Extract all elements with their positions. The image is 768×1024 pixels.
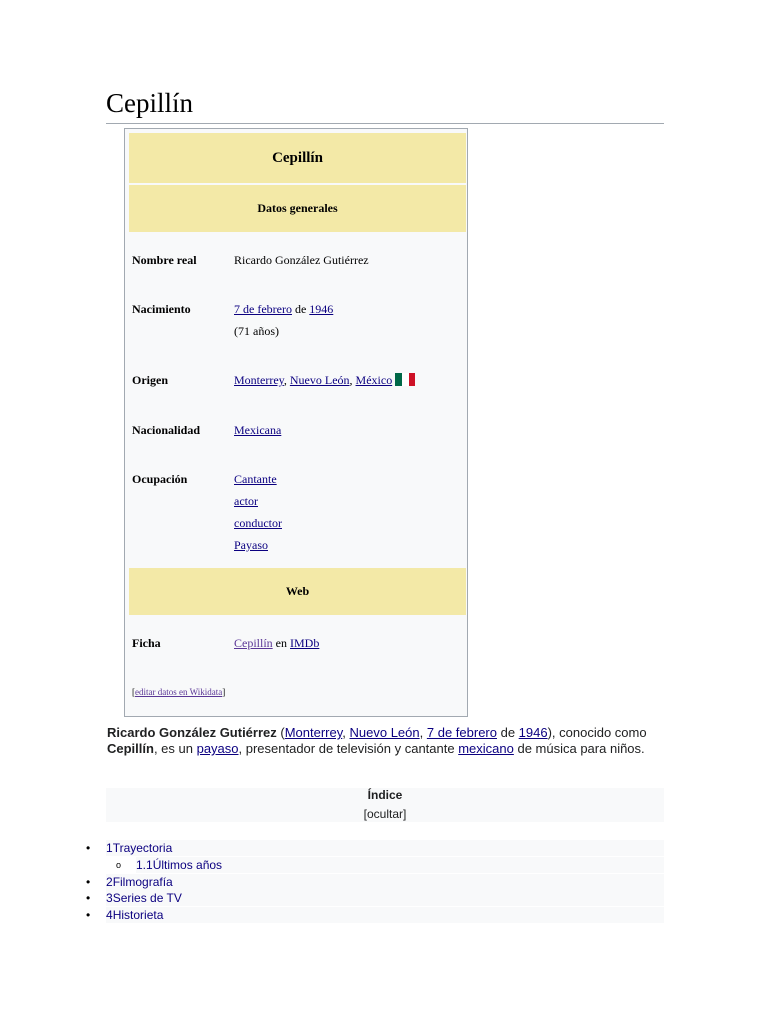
label-nacionalidad: Nacionalidad (132, 423, 201, 437)
toc-item-series-de-tv[interactable] (106, 890, 664, 906)
lead-text: , es un (153, 741, 197, 756)
link-nuevo-leon-lead[interactable]: Nuevo León (349, 725, 420, 740)
bullet: • (86, 875, 91, 889)
toc-text: Historieta (112, 908, 164, 922)
bracket-open: [ (132, 687, 135, 697)
link-imdb[interactable]: IMDb (290, 636, 320, 650)
infobox-section-general: Datos generales (129, 185, 466, 232)
toc-item-filmografia[interactable] (106, 874, 664, 890)
link-mexicano-lead[interactable]: mexicano (458, 741, 514, 756)
label-ocupacion: Ocupación (132, 472, 188, 486)
text-en: en (272, 636, 290, 650)
toc-number: 1 (106, 841, 113, 855)
sub-bullet: o (116, 860, 122, 870)
value-ocupacion (234, 468, 282, 556)
toc-number: 4 (106, 908, 113, 922)
edit-wikidata (132, 687, 225, 697)
mexico-flag-icon (395, 373, 415, 386)
value-nombre-real: Ricardo González Gutiérrez (234, 253, 369, 267)
bold-alias: Cepillín (107, 741, 154, 756)
bracket-close: ] (222, 687, 226, 697)
label-ficha: Ficha (132, 636, 161, 650)
infobox-heading: Cepillín (129, 133, 466, 183)
link-payaso-lead[interactable]: payaso (196, 741, 239, 756)
label-nombre-real: Nombre real (132, 253, 197, 267)
lead-text: , presentador de televisión y cantante (238, 741, 459, 756)
toc-item-ultimos-anos[interactable] (136, 857, 664, 873)
link-cepillin-imdb[interactable]: Cepillín (234, 636, 273, 650)
link-payaso[interactable]: Payaso (234, 538, 268, 552)
toc-text: Trayectoria (112, 841, 173, 855)
link-birth-year[interactable]: 1946 (309, 302, 334, 316)
text-de: de (291, 302, 310, 316)
page-title: Cepillín (106, 88, 193, 118)
link-birth-date[interactable]: 7 de febrero (234, 302, 292, 316)
lead-text: , (342, 725, 350, 740)
toc-text: Últimos años (152, 858, 223, 872)
link-year-lead[interactable]: 1946 (518, 725, 548, 740)
value-origen (234, 369, 415, 391)
bullet: • (86, 908, 91, 922)
lead-paragraph (107, 725, 667, 757)
value-nacimiento (234, 298, 333, 342)
link-cantante[interactable]: Cantante (234, 472, 277, 486)
age-text: (71 años) (234, 324, 279, 338)
sep-1: , (283, 373, 290, 387)
bullet: • (86, 891, 91, 905)
toc-text: Filmografía (112, 875, 173, 889)
toc-text: Series de TV (112, 891, 182, 905)
lead-text: , (419, 725, 427, 740)
infobox-section-web: Web (129, 568, 466, 615)
toc-header (106, 788, 664, 822)
link-actor[interactable]: actor (234, 494, 258, 508)
link-mexicana[interactable]: Mexicana (234, 423, 282, 437)
bullet: • (86, 841, 91, 855)
label-nacimiento: Nacimiento (132, 302, 191, 316)
toc-number: 3 (106, 891, 113, 905)
value-nacionalidad (234, 419, 281, 441)
lead-text: de música para niños. (513, 741, 645, 756)
lead-text: ( (276, 725, 285, 740)
link-nuevo-leon[interactable]: Nuevo León (289, 373, 350, 387)
link-conductor[interactable]: conductor (234, 516, 282, 530)
link-monterrey[interactable]: Monterrey (234, 373, 284, 387)
value-ficha (234, 632, 319, 654)
toc-number: 1.1 (136, 858, 153, 872)
lead-text: ), conocido como (547, 725, 647, 740)
toc-title: Índice (367, 788, 403, 802)
toc-toggle[interactable]: [ocultar] (363, 807, 407, 821)
link-edit-wikidata[interactable]: editar datos en Wikidata (135, 687, 223, 697)
link-monterrey-lead[interactable]: Monterrey (284, 725, 343, 740)
link-mexico[interactable]: México (355, 373, 393, 387)
link-date-lead[interactable]: 7 de febrero (426, 725, 497, 740)
bold-name: Ricardo González Gutiérrez (107, 725, 277, 740)
label-origen: Origen (132, 373, 168, 387)
lead-text: de (496, 725, 519, 740)
toc-item-trayectoria[interactable] (106, 840, 664, 856)
toc-item-historieta[interactable] (106, 907, 664, 923)
infobox (124, 128, 468, 717)
sep-2: , (349, 373, 356, 387)
toc-number: 2 (106, 875, 113, 889)
title-divider (106, 123, 664, 124)
